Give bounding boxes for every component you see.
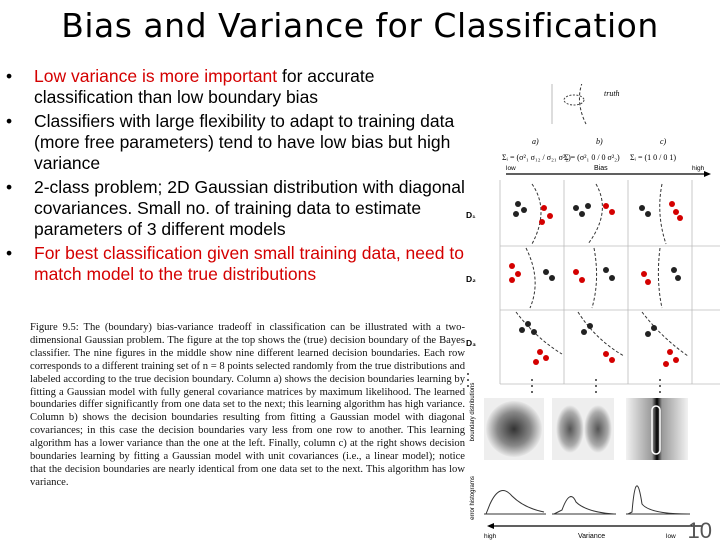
- truth-boundary: [579, 84, 586, 124]
- variance-axis: [484, 523, 702, 540]
- bias-low-label: low: [506, 165, 516, 172]
- svg-text:Σ = (σ²₁ 0 / 0 σ²₂): Σ = (σ²₁ 0 / 0 σ²₂): [564, 153, 620, 162]
- bias-arrow-head: [704, 171, 711, 177]
- variance-high-label: high: [484, 533, 497, 540]
- row-label-d3: D₃: [466, 338, 477, 348]
- bullet-dot: •: [6, 177, 13, 197]
- variance-label: Variance: [578, 533, 606, 540]
- bullet-dot: •: [6, 243, 13, 263]
- row-label-d2: D₂: [466, 274, 476, 284]
- col-label-b: b): [596, 137, 603, 146]
- row-d3-panels: [516, 312, 688, 367]
- boundary-distributions-label: boundary distributions: [470, 382, 476, 442]
- col-label-c: c): [660, 137, 667, 146]
- bullet-highlight: For best classification given small training data, need to match model to the true distributions: [34, 243, 464, 284]
- boundary-distribution-panels: [484, 398, 688, 460]
- col-label-a: a): [532, 137, 539, 146]
- bullet-item: [6, 66, 476, 108]
- error-histograms: [484, 486, 690, 514]
- row-d2-panels: [509, 248, 681, 308]
- error-histograms-label: error histograms: [470, 476, 476, 520]
- bullet-item: [6, 177, 476, 240]
- bullet-dot: •: [6, 66, 13, 86]
- bias-variance-figure: [466, 84, 720, 540]
- bullet-list: [6, 66, 476, 288]
- figure-caption: Figure 9.5: The (boundary) bias-variance tradeoff in classification can be illustrated with a two-dimensional Gaussian problem. The figure at the top shows the (true) decision boundary of the Bayes classifier. The nine figures in the middle show nine different learned decision boundaries. Each row corresponds to a different training set of n = 8 points selected randomly from the true distributions and labeled according to the true decision boundary. Column a) shows the decision boundaries learning by fitting a Gaussian model with fully general covariance matrices by maximum likelihood. The learned boundaries differ significantly from one data set to the next; this learning algorithm has high variance. Column b) shows the decision boundaries resulting from fitting a Gaussian model with diagonal covariances; in this case the decision boundaries vary less from one row to another. This learning algorithm has a lower variance than the one at the left. Finally, column c) at the right shows decision boundaries learning by fitting a Gaussian model with unit covariances (i.e., a linear model); notice that the decision boundaries are nearly identical from one data set to the next. This algorithm has low variance.: [30, 322, 465, 488]
- truth-panel: [552, 84, 620, 124]
- covariance-matrices: [502, 153, 676, 162]
- row-label-d1: D₁: [466, 210, 476, 220]
- bias-high-label: high: [692, 165, 705, 172]
- bias-label: Bias: [594, 165, 608, 172]
- svg-text:Σᵢ = (1 0 / 0 1): Σᵢ = (1 0 / 0 1): [630, 153, 677, 162]
- bullet-text: for accurate classification than low boundary bias: [34, 66, 375, 107]
- truth-label: truth: [604, 89, 620, 98]
- variance-low-label: low: [666, 533, 676, 540]
- row-d1-panels: [513, 184, 683, 244]
- bullet-highlight: Low variance is more important: [34, 66, 278, 86]
- truth-ellipse: [564, 95, 584, 105]
- variance-arrow-head: [487, 523, 494, 529]
- bullet-item: [6, 111, 476, 174]
- bias-axis: [506, 165, 711, 177]
- bullet-item: [6, 243, 476, 285]
- page-number: 10: [687, 518, 712, 543]
- slide-title: Bias and Variance for Classification: [61, 6, 659, 45]
- bullet-text: 2-class problem; 2D Gaussian distribution with diagonal covariances. Small no. of training data to estimate parameters of 3 different models: [34, 177, 465, 239]
- bullet-text: Classifiers with large flexibility to adapt to training data (more free parameters) tend to have low bias but high variance: [34, 111, 455, 173]
- bullet-dot: •: [6, 111, 13, 131]
- svg-text:Σᵢ = (σ²₁ σ₁₂ / σ₂₁ σ²₂): Σᵢ = (σ²₁ σ₁₂ / σ₂₁ σ²₂): [502, 153, 571, 162]
